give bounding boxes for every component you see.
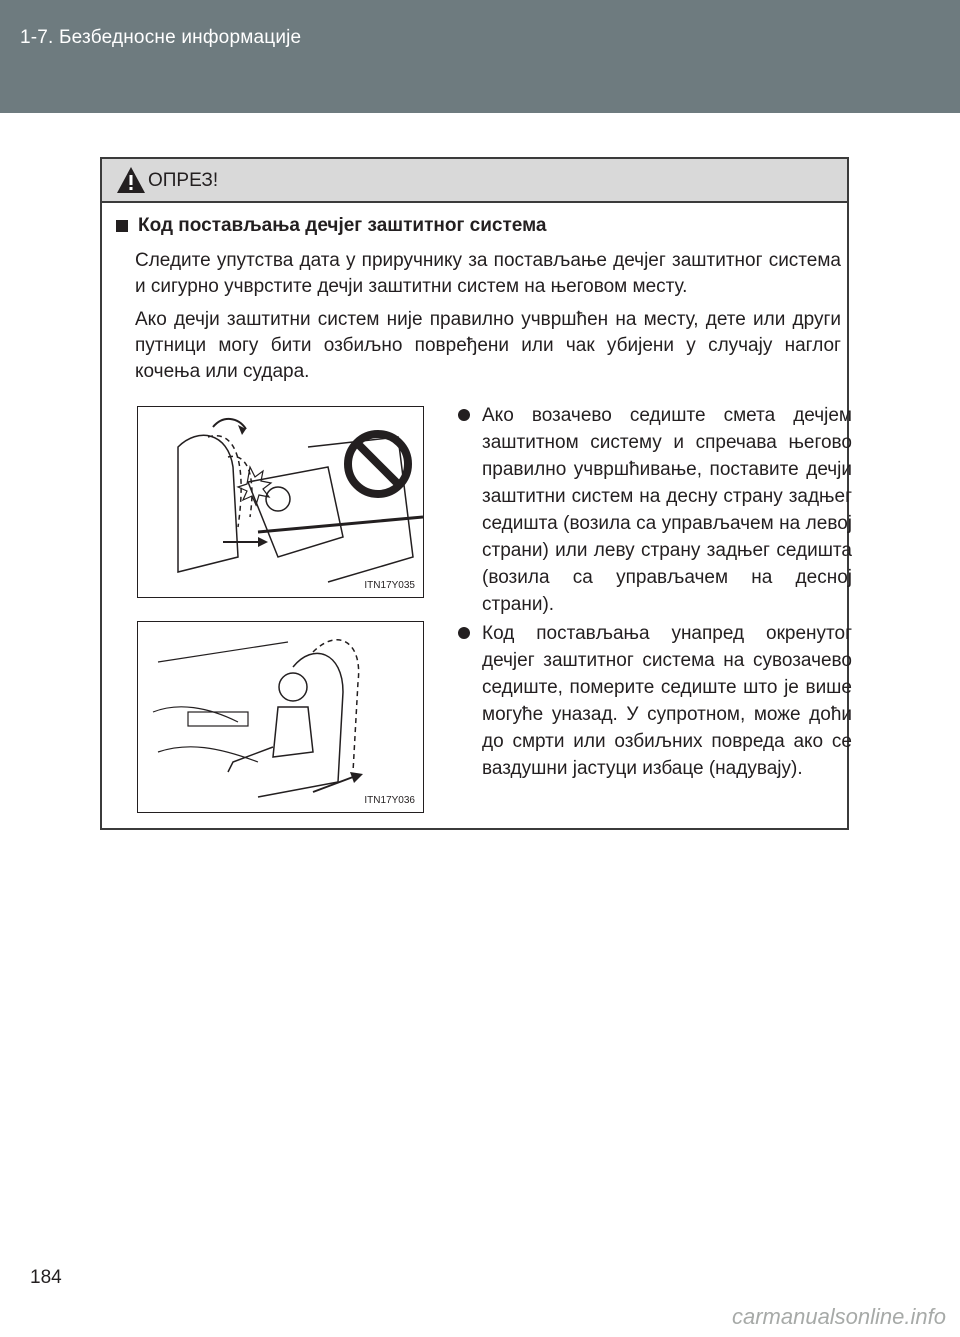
bullet-dot-icon	[458, 409, 470, 421]
bullet-text: Код постављања унапред окренутог дечјег заштитног система на сувозачево седиште, померите седиште што је више могуће уназад. У супротном, може доћи до смрти или озбиљних повреда ако се ваздушни јастуци избаце (надувају).	[482, 623, 852, 779]
section-heading-text: Код постављања дечјег заштитног система	[138, 215, 547, 236]
page-number: 184	[30, 1267, 62, 1288]
caution-header	[102, 159, 847, 203]
figure-code: ITN17Y035	[364, 580, 415, 591]
caution-box	[100, 157, 852, 830]
illustration-seat-obstruction	[138, 407, 424, 598]
bullet-item	[458, 620, 852, 782]
figure-forward-facing-seat	[137, 621, 424, 813]
bullet-item	[458, 402, 852, 618]
watermark: carmanualsonline.info	[731, 1304, 946, 1329]
bullet-text: Ако возачево седиште смета дечјем заштитном систему и спречава његово правилно учвршћивање, поставите дечји заштитни систем на десну страну задњег седишта (возила са управљачем на левој страни) или леву страну задњег седишта (возила са управљачем на десној страни).	[482, 405, 852, 615]
bullet-dot-icon	[458, 627, 470, 639]
caution-title: ОПРЕЗ!	[148, 170, 219, 191]
section-heading	[116, 215, 546, 237]
section-title: 1-7. Безбедносне информације	[20, 27, 302, 48]
paragraph: Ако дечји заштитни систем није правилно учвршћен на месту, дете или други путници могу бити озбиљно повређени или чак убијени у случају наглог кочења или судара.	[135, 309, 841, 382]
page-header	[0, 0, 960, 113]
illustration-passenger-seat	[138, 622, 424, 813]
figure-rear-facing-seat	[137, 406, 424, 598]
figure-code: ITN17Y036	[364, 795, 415, 806]
paragraph: Следите упутства дата у приручнику за постављање дечјег заштитног система и сигурно учврстите дечји заштитни систем на његовом месту.	[135, 250, 841, 297]
prohibited-icon	[348, 434, 408, 494]
square-bullet-icon	[116, 220, 128, 232]
warning-icon	[116, 166, 146, 194]
